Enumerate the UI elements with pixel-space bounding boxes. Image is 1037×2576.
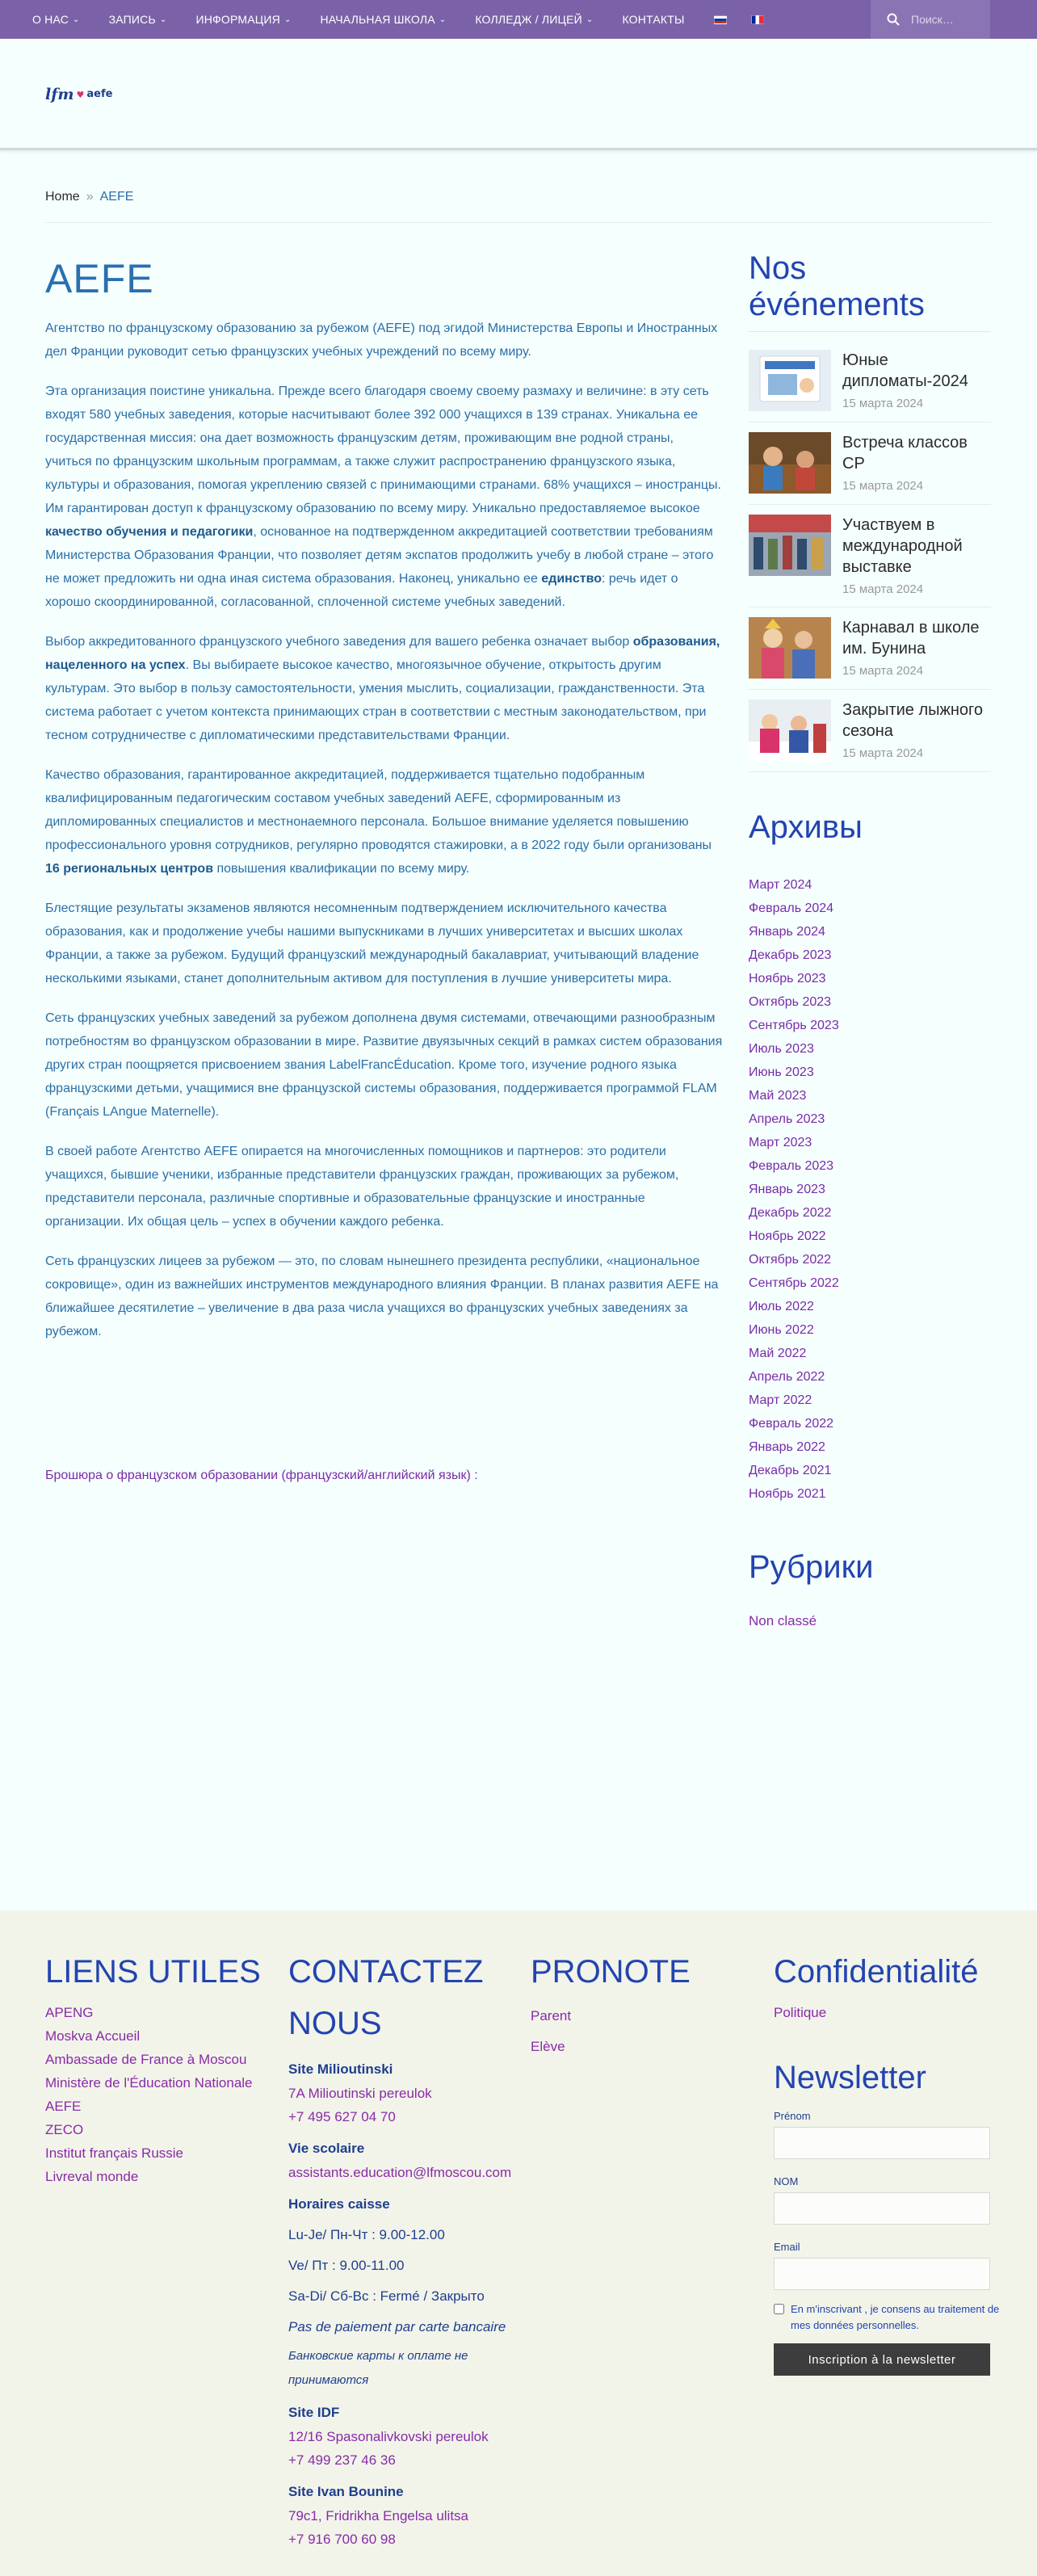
archive-link[interactable]: Май 2023	[749, 1089, 807, 1103]
archive-link[interactable]: Декабрь 2022	[749, 1206, 832, 1220]
nav-item-label: О НАС	[32, 13, 69, 26]
divider	[45, 222, 992, 223]
useful-link[interactable]: Ambassade de France à Moscou	[45, 2052, 247, 2067]
logo-lfm-text: lfm	[45, 86, 74, 103]
email-label: Email	[774, 2241, 800, 2253]
event-thumbnail[interactable]	[749, 617, 831, 679]
event-item[interactable]	[749, 422, 991, 505]
archive-link[interactable]: Апрель 2022	[749, 1370, 825, 1384]
site-idf-phone[interactable]: +7 499 237 46 36	[288, 2452, 396, 2468]
chevron-down-icon: ⌄	[586, 15, 594, 24]
article-paragraph: Сеть французских учебных заведений за рубежом дополнена двумя системами, отвечающими разнообразным потребностям во французском образовании в мире. Развитие двуязычных секций в рамках систем образования других стран поощряется присвоением звания LabelFrancÉducation. Кроме того, изучение родного языка французскими детьми, учащимися вне французской системы образования, поддерживается программой FLAM (Français LAngue Maternelle).	[45, 1011, 723, 1119]
archive-link[interactable]: Март 2023	[749, 1136, 812, 1149]
no-card-payment-fr: Pas de paiement par carte bancaire	[288, 2319, 506, 2334]
footer-useful-links	[45, 1946, 271, 2188]
useful-link[interactable]: ZECO	[45, 2122, 84, 2137]
sidebar	[749, 250, 991, 1629]
nav-item-label: ИНФОРМАЦИЯ	[195, 13, 280, 26]
search-icon[interactable]	[887, 13, 900, 26]
footer-contact-title: CONTACTEZ NOUS	[288, 1954, 484, 2041]
archives-list	[749, 873, 991, 1506]
event-date: 15 марта 2024	[842, 479, 924, 493]
search-input[interactable]	[911, 13, 984, 26]
archive-link[interactable]: Май 2022	[749, 1347, 807, 1360]
event-item[interactable]	[749, 340, 991, 422]
main-menu	[32, 0, 788, 39]
archive-link[interactable]: Декабрь 2021	[749, 1464, 832, 1477]
article-paragraph: Выбор аккредитованного французского учебного заведения для вашего ребенка означает выбор образования, нацеленного на успех. Вы выбираете высокое качество, многоязычное обучение, открытость другим культурам. Это выбор в пользу самостоятельности, умения мыслить, социализации, гражданственности. Эта система работает с учетом контекста принимающих стран в соответствии с местным законодательством, при тесном сотрудничестве с дипломатическими представительствами Франции.	[45, 635, 720, 742]
article-paragraph: В своей работе Агентство AEFE опирается на многочисленных помощников и партнеров: это родители учащихся, бывшие ученики, избранные представители французских граждан, проживающих за рубежом, представители персонала, различные спортивные и образовательные французские и иностранные организации. Их общая цель – успех в обучении каждого ребенка.	[45, 1145, 679, 1229]
no-card-payment-ru: Банковские карты к оплате не принимаются	[288, 2349, 468, 2387]
useful-link[interactable]: Institut français Russie	[45, 2145, 184, 2161]
site-bounine-address[interactable]: 79c1, Fridrikha Engelsa ulitsa	[288, 2508, 469, 2523]
archive-link[interactable]: Июнь 2023	[749, 1065, 814, 1079]
heart-icon: ♥	[76, 89, 85, 100]
chevron-down-icon: ⌄	[73, 15, 80, 24]
nav-item-college-lycee[interactable]	[475, 13, 593, 26]
event-date: 15 марта 2024	[842, 397, 924, 410]
nom-label: NOM	[774, 2175, 799, 2187]
event-title[interactable]: Встреча классов СР	[842, 434, 968, 473]
event-item[interactable]	[749, 690, 991, 772]
event-title[interactable]: Карнавал в школе им. Бунина	[842, 619, 980, 658]
useful-link[interactable]: Livreval monde	[45, 2169, 139, 2184]
nav-item-information[interactable]	[195, 13, 291, 26]
site-bounine-phone[interactable]: +7 916 700 60 98	[288, 2532, 396, 2547]
archive-link[interactable]: Январь 2024	[749, 925, 825, 939]
nav-item-label: КОЛЛЕДЖ / ЛИЦЕЙ	[475, 13, 582, 26]
archive-link[interactable]: Декабрь 2023	[749, 948, 832, 962]
site-milioutinski-phone[interactable]: +7 495 627 04 70	[288, 2109, 396, 2124]
site-milioutinski-title: Site Milioutinski	[288, 2061, 393, 2077]
rubrics-widget-title: Рубрики	[749, 1549, 874, 1585]
archive-link[interactable]: Январь 2023	[749, 1183, 825, 1196]
archive-link[interactable]: Ноябрь 2023	[749, 972, 826, 985]
event-date: 15 марта 2024	[842, 746, 924, 760]
event-thumbnail[interactable]	[749, 350, 831, 411]
consent-row	[774, 2301, 1000, 2334]
archive-link[interactable]: Октябрь 2022	[749, 1253, 832, 1267]
rubric-link[interactable]: Non classé	[749, 1613, 817, 1628]
nom-field[interactable]	[774, 2192, 990, 2225]
site-milioutinski-address[interactable]: 7A Milioutinski pereulok	[288, 2086, 432, 2101]
cash-hours-title: Horaires caisse	[288, 2196, 390, 2212]
footer-confidentiality	[774, 1946, 1000, 2376]
article-paragraph: Сеть французских лицеев за рубежом — это, по словам нынешнего президента республики, «национальное сокровище», один из важнейших инструментов международного влияния Франции. В планах развития AEFE на ближайшее десятилетие – увеличение в два раза числа учащихся во французских учебных заведениях за рубежом.	[45, 1254, 719, 1338]
footer-contact	[288, 1946, 523, 2551]
hours-weekend: Sa-Di/ Сб-Вс : Fermé / Закрыто	[288, 2288, 485, 2304]
event-item[interactable]	[749, 607, 991, 690]
archives-widget	[749, 809, 991, 1506]
event-title[interactable]: Юные дипломаты-2024	[842, 351, 968, 390]
archive-link[interactable]: Февраль 2022	[749, 1417, 834, 1431]
site-bounine-title: Site Ivan Bounine	[288, 2484, 404, 2499]
logo-aefe-text: aefe	[86, 88, 113, 100]
russian-flag-icon[interactable]	[714, 15, 727, 24]
archive-link[interactable]: Апрель 2023	[749, 1112, 825, 1126]
nav-item-label: ЗАПИСЬ	[108, 13, 156, 26]
event-thumbnail[interactable]	[749, 432, 831, 494]
nav-item-primary-school[interactable]	[321, 13, 447, 26]
pronote-parent-link[interactable]: Parent	[531, 2008, 572, 2023]
useful-link[interactable]: Ministère de l'Éducation Nationale	[45, 2075, 253, 2091]
archives-widget-title: Архивы	[749, 809, 863, 845]
newsletter-subscribe-button[interactable]: Inscription à la newsletter	[774, 2343, 990, 2376]
nav-item-enrollment[interactable]	[109, 13, 167, 26]
site-footer	[0, 1910, 1037, 2576]
article-paragraph: Агентство по французскому образованию за рубежом (AEFE) под эгидой Министерства Европы и Иностранных дел Франции руководит сетью французских учебных учреждений по всему миру.	[45, 321, 718, 359]
prenom-field[interactable]	[774, 2127, 990, 2159]
event-title[interactable]: Закрытие лыжного сезона	[842, 701, 984, 740]
archive-link[interactable]: Июль 2023	[749, 1042, 814, 1056]
footer-confidentiality-title: Confidentialité	[774, 1954, 979, 1990]
archive-link[interactable]: Июль 2022	[749, 1300, 814, 1313]
pronote-eleve-link[interactable]: Elève	[531, 2039, 565, 2054]
useful-links-list	[45, 2001, 271, 2188]
article-paragraph: Качество образования, гарантированное аккредитацией, поддерживается тщательно подобранным квалифицированным педагогическим составом учебных заведений AEFE, сформированным из дипломированных специалистов и местнонаемного персонала. Большое внимание уделяется повышению профессионального уровня сотрудников, регулярно проводятся стажировки, а в 2022 году были организованы 16 региональных центров повышения квалификации по всему миру.	[45, 768, 712, 876]
consent-text: En m'inscrivant , je consens au traitement de mes données personnelles.	[791, 2303, 1000, 2331]
vie-scolaire-title: Vie scolaire	[288, 2141, 365, 2156]
nav-item-contacts[interactable]	[622, 13, 684, 26]
site-idf-address[interactable]: 12/16 Spasonalivkovski pereulok	[288, 2429, 489, 2444]
event-item[interactable]	[749, 505, 991, 607]
article-paragraph: Блестящие результаты экзаменов являются несомненным подтверждением исключительного качества образования, как и продолжение учебы нашими выпускниками в лучших университетах и высших школах Франции, а также за рубежом. Будущий французский международный бакалавриат, учитывающий владение несколькими языками, станет дополнительным активом для поступления в лучшие университеты мира.	[45, 901, 699, 985]
archive-link[interactable]: Октябрь 2023	[749, 995, 832, 1009]
useful-link[interactable]: AEFE	[45, 2099, 82, 2114]
footer-pronote	[531, 1946, 757, 2062]
top-navigation	[0, 0, 1037, 39]
hours-friday: Ve/ Пт : 9.00-11.00	[288, 2258, 405, 2273]
nav-item-label: КОНТАКТЫ	[622, 13, 685, 26]
brochure-link[interactable]: Брошюра о французском образовании (французский/английский язык) :	[45, 1469, 478, 1482]
vie-scolaire-email[interactable]: assistants.education@lfmoscou.com	[288, 2165, 512, 2180]
breadcrumb-current: AEFE	[99, 190, 134, 204]
consent-checkbox[interactable]	[774, 2304, 784, 2314]
breadcrumb	[45, 190, 133, 204]
email-field[interactable]	[774, 2258, 990, 2290]
breadcrumb-separator: »	[86, 190, 94, 204]
chevron-down-icon: ⌄	[283, 15, 292, 24]
event-thumbnail[interactable]	[749, 515, 831, 576]
archive-link[interactable]: Ноябрь 2021	[749, 1487, 826, 1501]
site-idf-title: Site IDF	[288, 2405, 340, 2420]
archive-link[interactable]: Март 2024	[749, 878, 812, 892]
archive-link[interactable]: Сентябрь 2023	[749, 1019, 839, 1032]
article	[45, 255, 724, 1359]
event-thumbnail[interactable]	[749, 700, 831, 761]
archive-link[interactable]: Март 2022	[749, 1393, 812, 1407]
site-logo[interactable]	[45, 86, 112, 103]
nav-item-label: НАЧАЛЬНАЯ ШКОЛА	[320, 13, 435, 26]
rubrics-widget	[749, 1549, 991, 1629]
archive-link[interactable]: Ноябрь 2022	[749, 1229, 826, 1243]
newsletter-title: Newsletter	[774, 2060, 926, 2095]
useful-link[interactable]: APENG	[45, 2005, 94, 2020]
footer-pronote-title: PRONOTE	[531, 1954, 691, 1990]
archive-link[interactable]: Февраль 2023	[749, 1159, 834, 1173]
chevron-down-icon: ⌄	[439, 15, 447, 24]
events-widget-title: Nos événements	[749, 250, 991, 332]
hours-weekdays: Lu-Je/ Пн-Чт : 9.00-12.00	[288, 2227, 445, 2242]
footer-links-title: LIENS UTILES	[45, 1954, 261, 1990]
archive-link[interactable]: Февраль 2024	[749, 901, 834, 915]
chevron-down-icon: ⌄	[159, 15, 167, 24]
events-list	[749, 340, 991, 772]
breadcrumb-home[interactable]: Home	[45, 190, 80, 204]
event-title[interactable]: Участвуем в международной выставке	[842, 516, 963, 576]
event-date: 15 марта 2024	[842, 582, 924, 596]
useful-link[interactable]: Moskva Accueil	[45, 2028, 141, 2044]
event-date: 15 марта 2024	[842, 664, 924, 678]
french-flag-icon[interactable]	[751, 15, 764, 24]
prenom-label: Prénom	[774, 2110, 811, 2122]
archive-link[interactable]: Сентябрь 2022	[749, 1276, 839, 1290]
page-title: AEFE	[45, 256, 154, 301]
archive-link[interactable]: Июнь 2022	[749, 1323, 814, 1337]
privacy-policy-link[interactable]: Politique	[774, 2005, 827, 2020]
archive-link[interactable]: Январь 2022	[749, 1440, 825, 1454]
site-header	[0, 39, 1037, 150]
nav-item-about[interactable]	[32, 13, 80, 26]
article-paragraph: Эта организация поистине уникальна. Прежде всего благодаря своему своему размаху и величине: в эту сеть входят 580 учебных заведения, которые насчитывают более 392 000 учащихся в 139 странах. Уникальна ее государственная миссия: она дает возможность французским детям, проживающим вне родной страны, учиться по французским школьным программам, а также служит распространению французского языка, культуры и образования, помогая укреплению связей с принимающими странами. 68% учащихся – иностранцы. Им гарантирован доступ к французскому образованию по всему миру. Уникально предоставляемое высокое качество обучения и педагогики, основанное на подтвержденном аккредитацией соответствии требованиям Министерства Образования Франции, что позволяет детям экспатов продолжить учебу в любой стране – этого не может предложить ни одна иная система образования. Наконец, уникально ее единство: речь идет о хорошо скоординированной, согласованной, сплоченной системе учебных заведений.	[45, 385, 721, 609]
search-box	[871, 0, 990, 39]
